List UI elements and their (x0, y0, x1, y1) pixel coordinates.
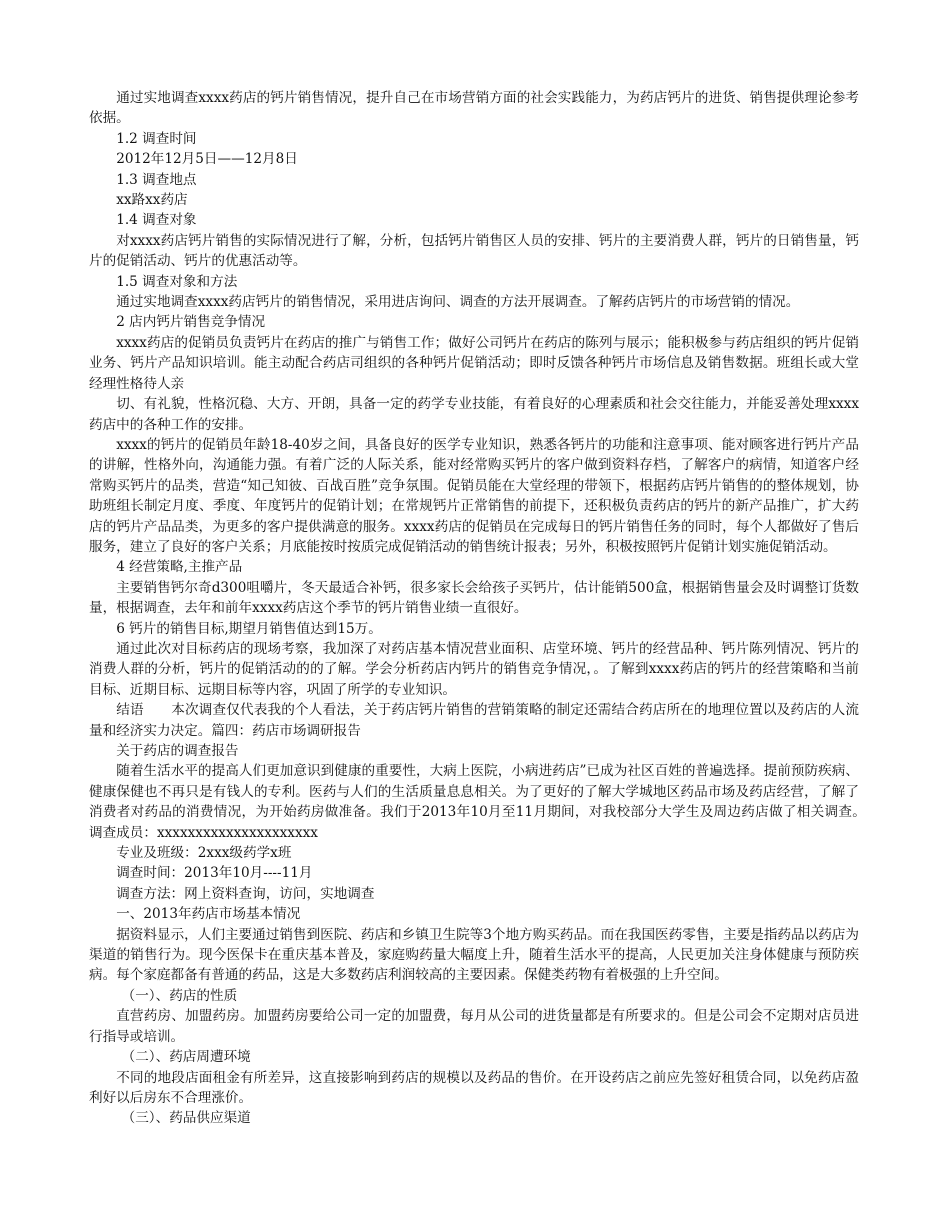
heading-strategy: 4 经营策略,主推产品 (116, 559, 243, 576)
heading-survey-location: 1.3 调查地点 (116, 171, 197, 188)
heading-competition: 2 店内钙片销售竞争情况 (116, 314, 266, 331)
heading-store-nature: （一）、药店的性质 (121, 987, 238, 1004)
paragraph-survey-target: 对xxxx药店钙片销售的实际情况进行了解，分析，包括钙片销售区人员的安排、钙片的主要消费人群，钙片的日销售量，钙片的促销活动、钙片的优惠活动等。 (89, 232, 859, 270)
paragraph-store-nature: 直营药房、加盟药房。加盟药房要给公司一定的加盟费，每月从公司的进货量都是有所要求的。但是公司会不定期对店员进行指导或培训。 (89, 1008, 859, 1045)
heading-section-one: 一、2013年药店市场基本情况 (116, 906, 301, 923)
heading-survey-target: 1.4 调查对象 (116, 212, 197, 229)
heading-survey-time: 1.2 调查时间 (116, 130, 197, 147)
heading-supply-channel: （三）、药品供应渠道 (121, 1110, 251, 1127)
paragraph-promoter-duties: xxxx药店的促销员负责钙片在药店的推广与销售工作；做好公司钙片在药店的陈列与展示；能积极参与药店组织的钙片促销业务、钙片产品知识培训。能主动配合药店司组织的各种钙片促销活动；即时反馈各种钙片市场信息及销售数据。班组长或大堂经理性格待人亲 (89, 334, 859, 392)
heading-sales-target: 6 钙片的销售目标,期望月销售值达到15万。 (116, 620, 382, 637)
document-body (89, 88, 873, 1129)
paragraph-market-data: 据资料显示，人们主要通过销售到医院、药店和乡镇卫生院等3个地方购买药品。而在我国医药零售，主要是指药品以药店为渠道的销售行为。现今医保卡在重庆基本普及，家庭购药量大幅度上升，随着生活水平的提高，人民更加关注身体健康与预防疾病。每个家庭都备有普通的药品，这是大多数药店利润较高的主要因素。保健类药物有着极强的上升空间。 (89, 926, 859, 984)
paragraph-report-intro: 随着生活水平的提高人们更加意识到健康的重要性，大病上医院，小病进药店”已成为社区百姓的普遍选择。提前预防疾病、健康保健也不再只是有钱人的专利。医药与人们的生活质量息息相关。为了更好的了解大学城地区药品市场及药店经营，了解了消费者对药品的消费情况，为开始药房做准备。我们于2013年10月至11月期间，对我校部分大学生及周边药店做了相关调查。 调查成员：xxxxxxxxxxxxxxxxxxxxx (89, 763, 873, 841)
survey-time-value: 2012年12月5日——12月8日 (116, 151, 298, 168)
paragraph-survey-method: 通过实地调查xxxx药店钙片的销售情况，采用进店询问、调查的方法开展调查。了解药店钙片的市场营销的情况。 (116, 294, 800, 311)
paragraph-main-product: 主要销售钙尔奇d300咀嚼片，冬天最适合补钙，很多家长会给孩子买钙片，估计能销500盒，根据销售量会及时调整订货数量，根据调查，去年和前年xxxx药店这个季节的钙片销售业绩一直很好。 (89, 579, 859, 617)
meta-method: 调查方法：网上资料查询，访问，实地调查 (116, 885, 375, 902)
heading-report-title: 关于药店的调查报告 (116, 743, 239, 759)
paragraph-store-environment: 不同的地段店面租金有所差异，这直接影响到药店的规模以及药品的售价。在开设药店之前应先签好租赁合同，以免药店盈利好以后房东不合理涨价。 (89, 1069, 859, 1106)
paragraph-manager-traits: 切、有礼貌，性格沉稳、大方、开朗，具备一定的药学专业技能，有着良好的心理素质和社会交往能力，并能妥善处理xxxx药店中的各种工作的安排。 (89, 396, 859, 433)
paragraph-conclusion: 结语 本次调查仅代表我的个人看法，关于药店钙片销售的营销策略的制定还需结合药店所在的地理位置以及药店的人流量和经济实力决定。篇四：药店市场调研报告 (89, 702, 859, 739)
paragraph-intro: 通过实地调查xxxx药店的钙片销售情况，提升自己在市场营销方面的社会实践能力，为药店钙片的进货、销售提供理论参考依据。 (89, 90, 859, 127)
paragraph-findings: 通过此次对目标药店的现场考察，我加深了对药店基本情况营业面积、店堂环境、钙片的经营品种、钙片陈列情况、钙片的消费人群的分析，钙片的促销活动的的了解。学会分析药店内钙片的销售竞争情况，。了解到xxxx药店的钙片的经营策略和当前目标、近期目标、远期目标等内容，巩固了所学的专业知识。 (89, 640, 859, 698)
heading-survey-method: 1.5 调查对象和方法 (116, 273, 238, 290)
heading-store-environment: （二）、药店周遭环境 (121, 1049, 251, 1066)
survey-location-value: xx路xx药店 (116, 192, 188, 209)
meta-class: 专业及班级：2xxx级药学x班 (116, 845, 292, 862)
paragraph-promoter-profile: xxxx的钙片的促销员年龄18-40岁之间，具备良好的医学专业知识，熟悉各钙片的功能和注意事项、能对顾客进行钙片产品的讲解，性格外向，沟通能力强。有着广泛的人际关系，能对经常购买钙片的客户做到资料存档，了解客户的病情，知道客户经常购买钙片的品类，营造“知己知彼、百战百胜”竞争氛围。促销员能在大堂经理的带领下，根据药店钙片销售的的整体规划，协助班组长制定月度、季度、年度钙片的促销计划；在常规钙片正常销售的前提下，还积极负责药店的钙片的新产品推广，扩大药店的钙片产品品类，为更多的客户提供满意的服务。xxxx药店的促销员在完成每日的钙片销售任务的同时，每个人都做好了售后服务，建立了良好的客户关系；月底能按时按质完成促销活动的销售统计报表；另外，积极按照钙片促销计划实施促销活动。 (89, 436, 859, 555)
meta-time: 调查时间：2013年10月----11月 (116, 865, 313, 882)
